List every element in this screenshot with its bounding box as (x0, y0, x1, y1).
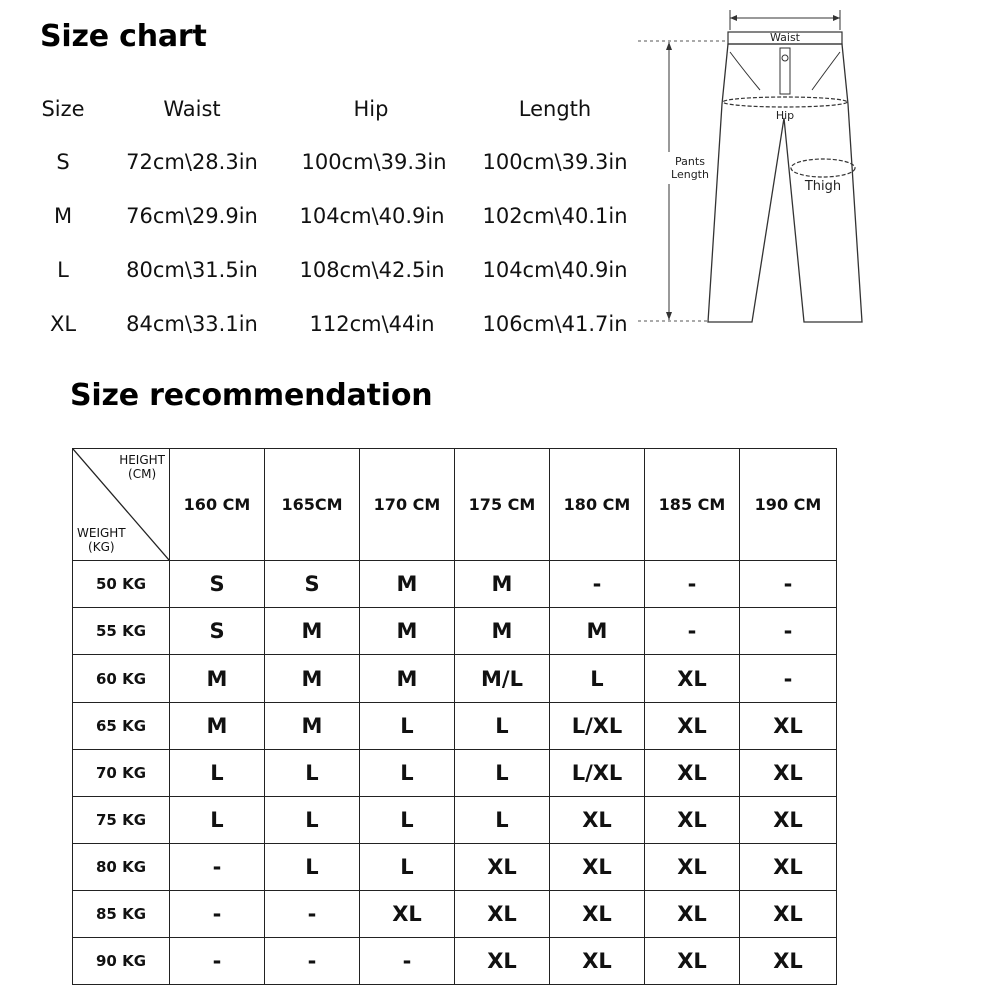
size-chart-cell: 80cm\31.5in (126, 258, 258, 282)
size-cell: XL (645, 750, 740, 797)
thigh-measure (791, 159, 855, 177)
weight-label: WEIGHT (77, 526, 126, 540)
height-header: 160 CM (170, 449, 265, 561)
size-cell: - (740, 608, 837, 655)
pants-length-label: Pants (675, 155, 705, 168)
table-row (73, 844, 837, 891)
size-cell: XL (645, 655, 740, 703)
size-chart-header: Length (518, 97, 592, 121)
size-cell: - (740, 561, 837, 608)
height-header: 170 CM (360, 449, 455, 561)
size-cell: L (265, 844, 360, 891)
size-cell: - (550, 561, 645, 608)
table-body (73, 561, 837, 985)
size-cell: XL (740, 750, 837, 797)
pants-diagram (630, 8, 870, 333)
size-cell: - (170, 938, 265, 985)
size-cell: XL (550, 797, 645, 844)
size-cell: L (265, 797, 360, 844)
weight-unit: (KG) (88, 540, 115, 554)
size-cell: L (265, 750, 360, 797)
weight-header: 60 KG (73, 655, 170, 703)
height-header: 180 CM (550, 449, 645, 561)
size-chart-cell: 100cm\39.3in (482, 150, 628, 174)
size-cell: - (360, 938, 455, 985)
size-chart-cell: 76cm\29.9in (126, 204, 258, 228)
weight-axis-label (77, 526, 126, 554)
weight-header: 65 KG (73, 703, 170, 750)
size-cell: L (360, 703, 455, 750)
weight-header: 70 KG (73, 750, 170, 797)
size-cell: XL (740, 703, 837, 750)
size-cell: XL (455, 844, 550, 891)
weight-header: 80 KG (73, 844, 170, 891)
size-chart-cell: 104cm\40.9in (482, 258, 628, 282)
size-cell: - (170, 844, 265, 891)
pocket-right (812, 52, 840, 90)
height-label: HEIGHT (119, 453, 165, 467)
height-header: 165CM (265, 449, 360, 561)
size-cell: S (265, 561, 360, 608)
size-recommendation-table (72, 448, 837, 985)
size-cell: - (645, 608, 740, 655)
weight-header: 75 KG (73, 797, 170, 844)
size-cell: XL (645, 938, 740, 985)
table-row (73, 891, 837, 938)
size-chart-cell: S (56, 150, 70, 174)
size-cell: M (265, 655, 360, 703)
table-row (73, 608, 837, 655)
waist-arrowhead-left (730, 15, 737, 21)
weight-header: 85 KG (73, 891, 170, 938)
size-cell: L (170, 797, 265, 844)
button-icon (782, 55, 788, 61)
size-cell: XL (740, 797, 837, 844)
size-chart-cell: 102cm\40.1in (482, 204, 628, 228)
height-header: 185 CM (645, 449, 740, 561)
size-cell: XL (550, 891, 645, 938)
size-chart-cell: 106cm\41.7in (482, 312, 628, 336)
size-cell: L (455, 703, 550, 750)
size-cell: M (360, 655, 455, 703)
size-chart-cell: L (57, 258, 69, 282)
weight-header: 90 KG (73, 938, 170, 985)
size-cell: XL (740, 938, 837, 985)
size-cell: - (170, 891, 265, 938)
size-cell: - (265, 938, 360, 985)
hip-label: Hip (775, 109, 795, 122)
size-cell: S (170, 561, 265, 608)
size-cell: L (455, 797, 550, 844)
size-cell: XL (550, 938, 645, 985)
size-chart-cell: 72cm\28.3in (126, 150, 258, 174)
size-cell: XL (360, 891, 455, 938)
table-row (73, 938, 837, 985)
size-chart-cell: 104cm\40.9in (299, 204, 445, 228)
size-cell: M (550, 608, 645, 655)
table-row (73, 797, 837, 844)
size-cell: M (455, 608, 550, 655)
size-cell: XL (740, 844, 837, 891)
height-header: 175 CM (455, 449, 550, 561)
size-cell: M (265, 608, 360, 655)
table-header-row (73, 449, 837, 561)
size-cell: L (455, 750, 550, 797)
hip-measure (723, 97, 847, 107)
size-chart-cell: 84cm\33.1in (126, 312, 258, 336)
size-cell: XL (550, 844, 645, 891)
size-chart-cell: 112cm\44in (309, 312, 435, 336)
thigh-label: Thigh (804, 179, 842, 194)
height-header: 190 CM (740, 449, 837, 561)
length-arrowhead-top (666, 42, 672, 50)
height-axis-label (119, 453, 165, 481)
size-recommendation-title: Size recommendation (70, 378, 433, 413)
size-cell: M (360, 561, 455, 608)
size-cell: - (265, 891, 360, 938)
size-cell: L (170, 750, 265, 797)
corner-cell (73, 449, 170, 561)
height-unit: (CM) (128, 467, 157, 481)
weight-header: 50 KG (73, 561, 170, 608)
size-cell: M (360, 608, 455, 655)
size-chart-cell: XL (49, 312, 77, 336)
weight-header: 55 KG (73, 608, 170, 655)
size-cell: M (265, 703, 360, 750)
size-chart-cell: M (53, 204, 73, 228)
pants-length-label: Length (671, 168, 709, 181)
size-cell: M (170, 703, 265, 750)
size-cell: S (170, 608, 265, 655)
size-cell: L (360, 797, 455, 844)
pocket-left (730, 52, 760, 90)
size-cell: XL (645, 703, 740, 750)
size-cell: L (360, 844, 455, 891)
waist-arrowhead-right (833, 15, 840, 21)
table-row (73, 655, 837, 703)
waist-label: Waist (769, 31, 801, 44)
size-chart-header: Waist (163, 97, 221, 121)
size-chart-title: Size chart (40, 19, 207, 54)
size-cell: L/XL (550, 750, 645, 797)
size-cell: M/L (455, 655, 550, 703)
size-cell: M (455, 561, 550, 608)
size-cell: L (550, 655, 645, 703)
table-row (73, 750, 837, 797)
table-row (73, 561, 837, 608)
size-cell: XL (645, 844, 740, 891)
size-cell: - (740, 655, 837, 703)
size-chart-cell: 100cm\39.3in (301, 150, 447, 174)
length-arrowhead-bottom (666, 312, 672, 320)
size-cell: XL (645, 891, 740, 938)
size-chart-header: Hip (353, 97, 389, 121)
size-cell: XL (455, 938, 550, 985)
size-cell: L/XL (550, 703, 645, 750)
size-chart-header: Size (41, 97, 85, 121)
size-cell: - (645, 561, 740, 608)
size-cell: XL (740, 891, 837, 938)
table-row (73, 703, 837, 750)
size-cell: L (360, 750, 455, 797)
size-cell: XL (455, 891, 550, 938)
size-cell: M (170, 655, 265, 703)
size-cell: XL (645, 797, 740, 844)
size-chart-cell: 108cm\42.5in (299, 258, 445, 282)
